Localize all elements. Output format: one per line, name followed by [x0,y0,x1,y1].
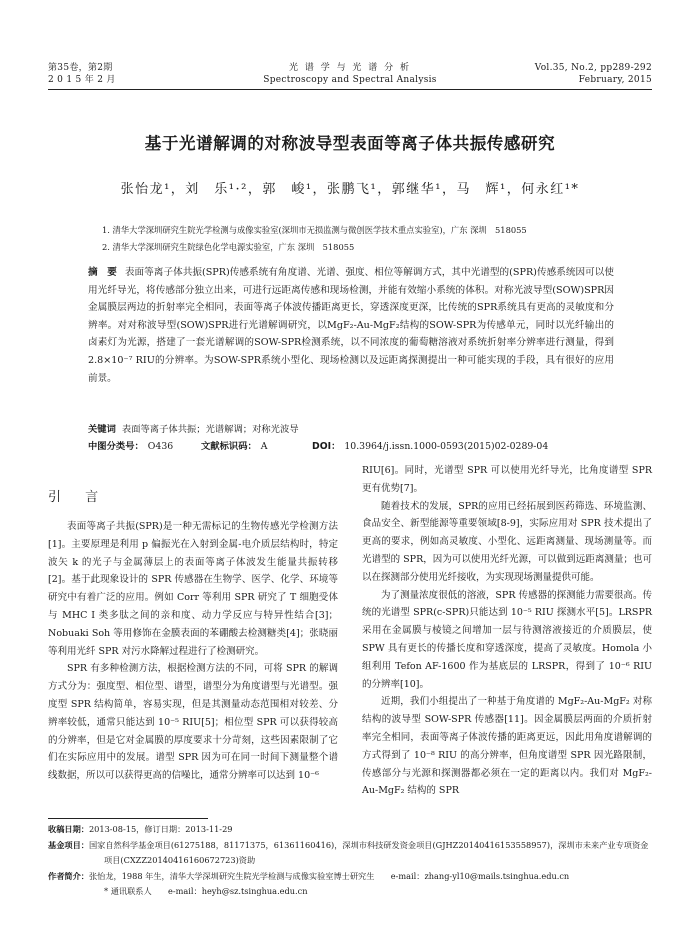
header-rule [48,89,652,90]
author-bio-value: 张怡龙，1988 年生，清华大学深圳研究生院光学检测与成像实验室博士研究生 e-mail：zhang-yl10@mails.tsinghua.edu.cn [88,870,570,881]
paragraph: RIU[6]。同时，光谱型 SPR 可以使用光纤导光，比角度谱型 SPR 更有优势[7]。 [362,465,652,494]
abstract-text: 表面等离子体共振(SPR)传感系统有角度谱、光谱、强度、相位等解调方式，其中光谱型的(SPR)传感系统因可以使用光纤导光，将传感部分独立出来，可进行远距离传感和现场检测，并能有效缩小系统的体积。对称光波导型(SOW)SPR因金属膜层两边的折射率完全相同，表面等离子体波传播距离更长，穿透深度更深，比传统的SPR系统具有更高的灵敏度和分辨率。对对称波导型(SOW)SPR进行光谱解调研究，以MgF₂-Au-MgF₂结构的SOW-SPR为传感单元，同时以光纤输出的卤素灯为光源，搭建了一套光谱解调的SOW-SPR检测系统，以不同浓度的葡萄糖溶液对系统折射率分辨率进行测量，得到2.8×10⁻⁷ RIU的分辨率。为SOW-SPR系统小型化、现场检测以及远距离探测提出一种可能实现的手段，具有很好的应用前景。 [88,267,614,384]
volume-issue: 第35卷，第2期 [48,63,113,73]
publication-month: February, 2015 [578,75,652,85]
footnote-rule [48,818,208,819]
body-column-left [48,518,338,785]
journal-name-cn: 光 谱 学 与 光 谱 分 析 [288,63,412,73]
received-label: 收稿日期： [48,824,89,834]
paragraph: 近期，我们小组提出了一种基于角度谱的 MgF₂-Au-MgF₂ 对称结构的波导型 SOW-SPR 传感器[11]。因金属膜层两面的介质折射率完全相同，表面等离子体波传播的距离更远，因此用角度谱解调的方式得到了 10⁻⁸ RIU 的高分辨率，但角度谱型 SPR 因光路限制，传感部分与光源和探测器都必须在一定的距离以内。我们对 MgF₂-Au-MgF₂ 结构的 SPR [362,696,652,797]
abstract-label: 摘 要 [88,267,117,278]
doc-code-value: A [260,441,268,452]
author-list: 张怡龙¹，刘 乐¹·²，郭 峻¹，张鹏飞¹，郭继华¹，马 辉¹，何永红¹* [120,182,580,197]
paragraph: 为了测量浓度很低的溶液，SPR 传感器的探测能力需要很高。传统的光谱型 SPR(c-SPR)只能达到 10⁻⁵ RIU 探测水平[5]。LRSPR 采用在金属膜与棱镜之间增加一层与待测溶液接近的介质膜层，使 SPW 具有更长的传播长度和穿透深度，提高了灵敏度。Homola 小组利用 Tefon AF-1600 作为基底层的 LRSPR，得到了 10⁻⁶ RIU 的分辨率[10]。 [362,589,652,690]
paragraph: 随着技术的发展，SPR的应用已经拓展到医药筛选、环境监测、食品安全、新型能源等重要领域[8-9]，实际应用对 SPR 技术提出了更高的要求，例如高灵敏度、小型化、远距离测量、现场测量等。而光谱型的 SPR，因为可以使用光纤光源，可以做到远距离测量；也可以在探测部分使用光纤接收，为实现现场测量提供可能。 [362,500,652,583]
publication-date: 2 0 1 5 年 2 月 [48,75,116,85]
funding-label: 基金项目： [48,839,89,850]
classification-line [88,438,648,455]
journal-name-en: Spectroscopy and Spectral Analysis [263,75,437,85]
affiliation-2: 2. 清华大学深圳研究生院绿色化学电源实验室，广东 深圳 518055 [102,242,355,252]
paragraph: 表面等离子共振(SPR)是一种无需标记的生物传感光学检测方法[1]。主要原理是利用 p 偏振光在入射到金属-电介质层结构时，特定波矢 k 的光子与金属薄层上的表面等离子体波发生能量共振转移[2]。基于此现象设计的 SPR 传感器在生物学、医学、化学、环境等研究中有着广泛的应用。例如 Corr 等利用 SPR 研究了 T 细胞受体与 MHC I 类多肽之间的亲和度、动力学反应与特异性结合[3]；Nobuaki Soh 等用修饰在金膜表面的苯硼酸去检测糖类[4]；张晓丽等利用光纤 SPR 对污水降解过程进行了检测研究。 [48,521,338,657]
clc-label: 中图分类号： [88,441,144,452]
clc-value: O436 [147,441,174,452]
volume-pages: Vol.35, No.2, pp289-292 [534,63,652,73]
keywords-label: 关键词 [88,424,116,435]
affiliation-1: 1. 清华大学深圳研究生院光学检测与成像实验室(深圳市无损监测与微创医学技术重点实验室)，广东 深圳 518055 [102,225,527,235]
received-value: 2013-08-15，修订日期：2013-11-29 [88,824,233,834]
paper-title: 基于光谱解调的对称波导型表面等离子体共振传感研究 [144,134,556,153]
doc-code-label: 文献标识码： [201,441,257,452]
corresponding-author: * 通讯联系人 e-mail：heyh@sz.tsinghua.edu.cn [104,886,308,897]
received-date [48,822,652,838]
abstract [88,264,614,387]
author-bio-label: 作者简介： [48,870,89,881]
author-bio [48,869,652,885]
footnotes [48,822,652,900]
funding [48,838,652,869]
keywords-text: 表面等离子体共振；光谱解调；对称光波导 [121,424,299,435]
doi-label: DOI： [312,441,341,452]
keywords [88,421,299,438]
body-column-right [362,462,652,800]
paragraph: SPR 有多种检测方法，根据检测方法的不同，可将 SPR 的解调方式分为：强度型、相位型、谱型，谱型分为角度谱型与光谱型。强度型 SPR 结构简单，容易实现，但是其测量动态范围相对较差、分辨率较低，通常只能达到 10⁻⁵ RIU[5]；相位型 SPR 可以获得较高的分辨率，但是它对金属膜的厚度要求十分苛刻，这些因素限制了它们在实际应用中的发展。谱型 SPR 因为可在同一时间下测量整个谱线数据，所以可以获得更高的信噪比，通常分辨率可以达到 10⁻⁶ [48,663,338,782]
funding-value: 国家自然科学基金项目(61275188，81171375，61361160416)，深圳市科技研发资金项目(GJHZ20140416153558957)，深圳市未来产业专项资金项目(CXZZ20140416160672723)资助 [88,839,649,866]
journal-pages-info [535,62,652,86]
affiliations [102,222,527,256]
doi-value: 10.3964/j.issn.1000-0593(2015)02-0289-04 [344,441,549,452]
section-heading-introduction: 引 言 [48,490,109,505]
